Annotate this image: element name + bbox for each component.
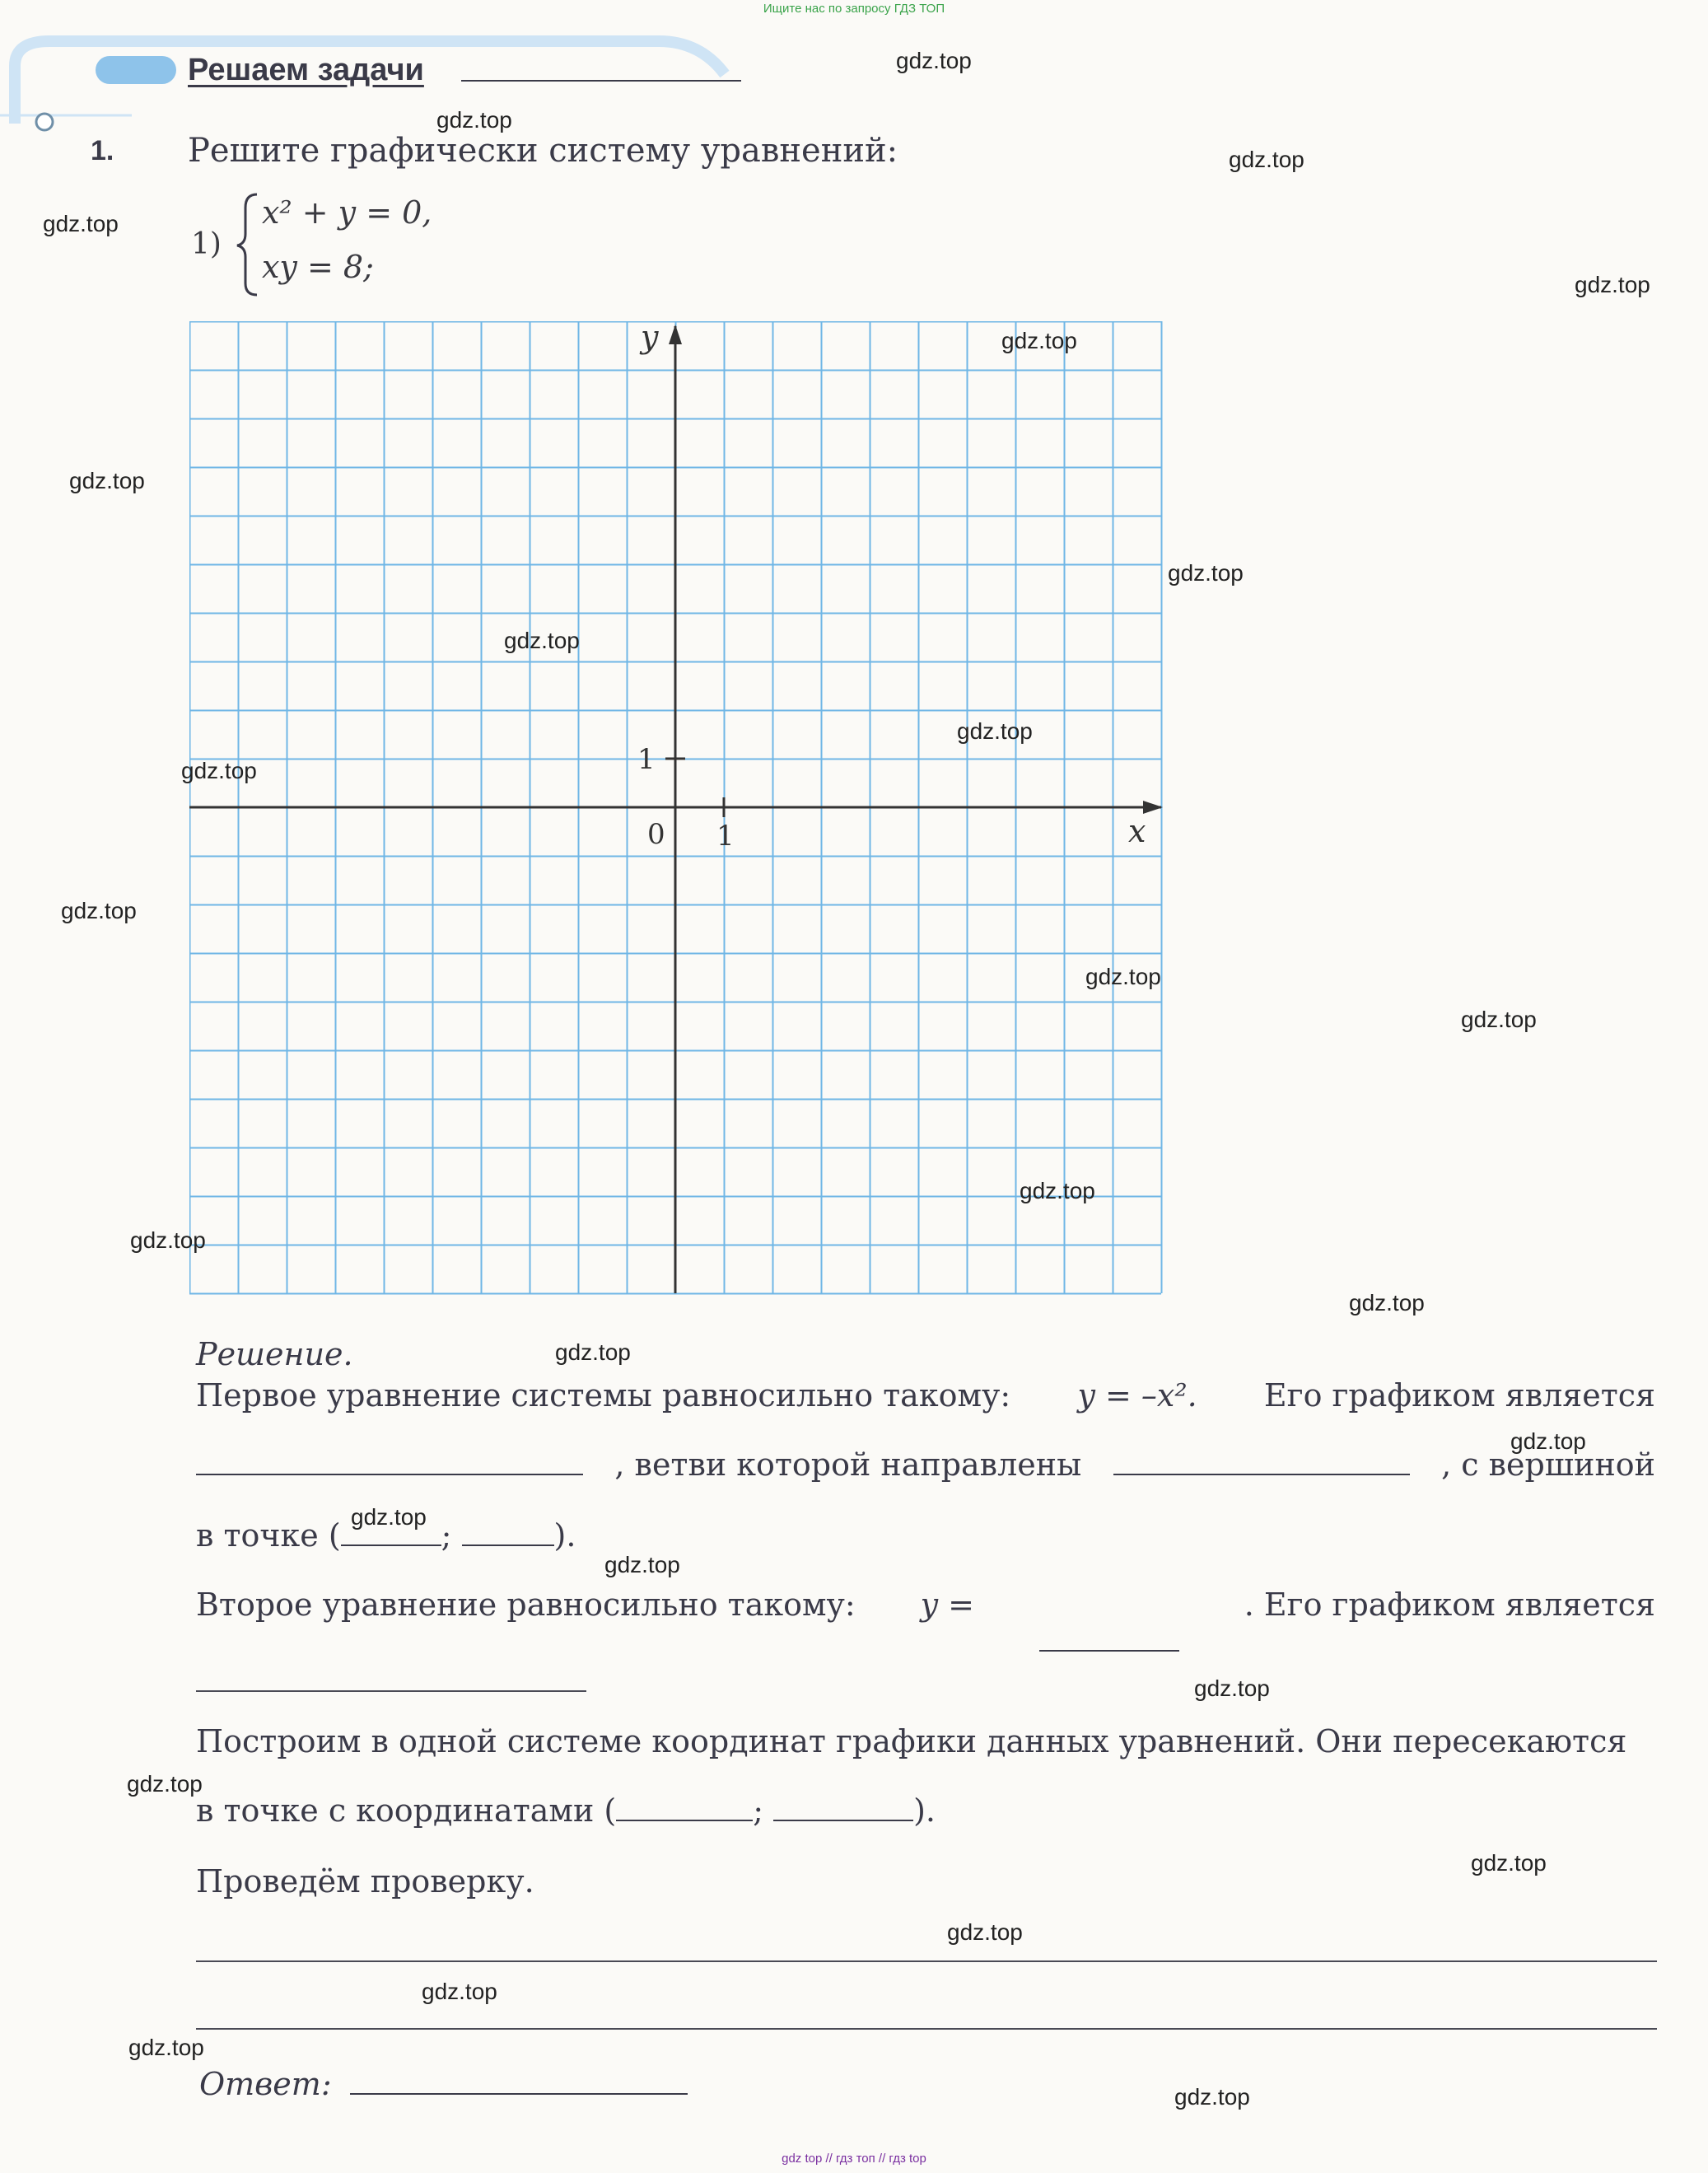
watermark: gdz.top [1575, 272, 1650, 297]
line4-left: Второе уравнение равносильно такому: [196, 1587, 856, 1623]
x-axis-arrow-icon [1143, 801, 1163, 814]
watermark: gdz.top [1510, 1428, 1586, 1454]
line3-end: ). [553, 1517, 576, 1554]
watermark: gdz.top [1168, 560, 1244, 586]
solution-line-6: Построим в одной системе координат графики данных уравнений. Они пересекаются [196, 1723, 1627, 1759]
line1-left: Первое уравнение системы равносильно такому: [196, 1377, 1011, 1414]
second-formula-blank[interactable] [1039, 1625, 1179, 1652]
line3-sep: ; [441, 1517, 452, 1554]
vertex-y-blank[interactable] [462, 1520, 554, 1546]
task-number: 1. [91, 135, 114, 166]
line4-right: . Его графиком является [1244, 1587, 1655, 1623]
watermark: gdz.top [1229, 147, 1304, 172]
y-axis-label: y [641, 321, 659, 355]
task-instruction: Решите графически систему уравнений: [188, 132, 898, 170]
system-label: 1) [191, 227, 222, 261]
graph-type-blank[interactable] [196, 1449, 583, 1475]
watermark: gdz.top [1020, 1178, 1095, 1203]
watermark: gdz.top [1194, 1675, 1270, 1701]
check-heading: Проведём проверку. [196, 1863, 534, 1900]
watermark: gdz.top [43, 211, 119, 236]
origin-label: 0 [647, 818, 665, 851]
answer-blank[interactable] [350, 2068, 688, 2095]
equation-1: x² + y = 0, [262, 194, 432, 231]
watermark: gdz.top [1001, 328, 1077, 353]
watermark: gdz.top [947, 1919, 1023, 1945]
line2-mid: , ветви которой направлены [614, 1446, 1082, 1483]
watermark: gdz.top [61, 898, 137, 923]
solution-line-2 [196, 1446, 1655, 1483]
branches-direction-blank[interactable] [1113, 1449, 1410, 1475]
intersection-y-blank[interactable] [773, 1795, 913, 1821]
watermark: gdz.top [130, 1227, 206, 1253]
answer-row [199, 2066, 688, 2102]
bullet-circle-icon [36, 114, 53, 130]
top-banner: Ищите нас по запросу ГДЗ ТОП [763, 2, 945, 16]
intersection-x-blank[interactable] [616, 1795, 753, 1821]
y-axis-arrow-icon [669, 325, 682, 344]
y-unit-label: 1 [637, 743, 656, 776]
line1-formula: y = –x². [1077, 1377, 1197, 1414]
watermark: gdz.top [1461, 1007, 1537, 1032]
line1-right: Его графиком является [1263, 1377, 1655, 1414]
line3-left: в точке ( [196, 1517, 341, 1554]
watermark: gdz.top [555, 1339, 631, 1365]
check-line-2[interactable] [196, 2028, 1657, 2030]
second-graph-type-blank[interactable] [196, 1690, 586, 1692]
watermark: gdz.top [1349, 1290, 1425, 1315]
line7-end: ). [913, 1792, 936, 1829]
watermark: gdz.top [422, 1979, 497, 2004]
watermark: gdz.top [181, 758, 257, 783]
equation-2: xy = 8; [262, 249, 374, 285]
section-title: Решаем задачи [188, 53, 424, 87]
coordinate-grid [189, 321, 1169, 1301]
solution-line-4 [196, 1587, 1655, 1623]
watermark: gdz.top [896, 48, 972, 73]
watermark: gdz.top [436, 107, 512, 133]
solution-line-7 [196, 1792, 936, 1829]
solution-heading: Решение. [196, 1336, 353, 1372]
watermark: gdz.top [1085, 964, 1161, 989]
watermark: gdz.top [604, 1552, 680, 1577]
bottom-banner: gdz top // гдз топ // гдз top [782, 2152, 926, 2166]
x-unit-label: 1 [716, 820, 735, 853]
line4-formula: y = [920, 1587, 974, 1623]
check-line-1[interactable] [196, 1960, 1657, 1962]
watermark: gdz.top [128, 2035, 204, 2060]
section-pill-icon [96, 56, 176, 84]
answer-label: Ответ: [199, 2066, 332, 2102]
watermark: gdz.top [127, 1771, 203, 1797]
line7-sep: ; [753, 1792, 763, 1829]
line2-right: , с вершиной [1441, 1446, 1655, 1483]
solution-line-1 [196, 1377, 1655, 1414]
line7-left: в точке с координатами ( [196, 1792, 617, 1829]
watermark: gdz.top [1174, 2084, 1250, 2110]
x-axis-label: x [1128, 813, 1146, 849]
system-brace-icon [236, 191, 260, 298]
watermark: gdz.top [504, 628, 580, 653]
watermark: gdz.top [1471, 1850, 1547, 1876]
watermark: gdz.top [957, 718, 1033, 744]
watermark: gdz.top [69, 468, 145, 493]
watermark: gdz.top [351, 1504, 427, 1530]
